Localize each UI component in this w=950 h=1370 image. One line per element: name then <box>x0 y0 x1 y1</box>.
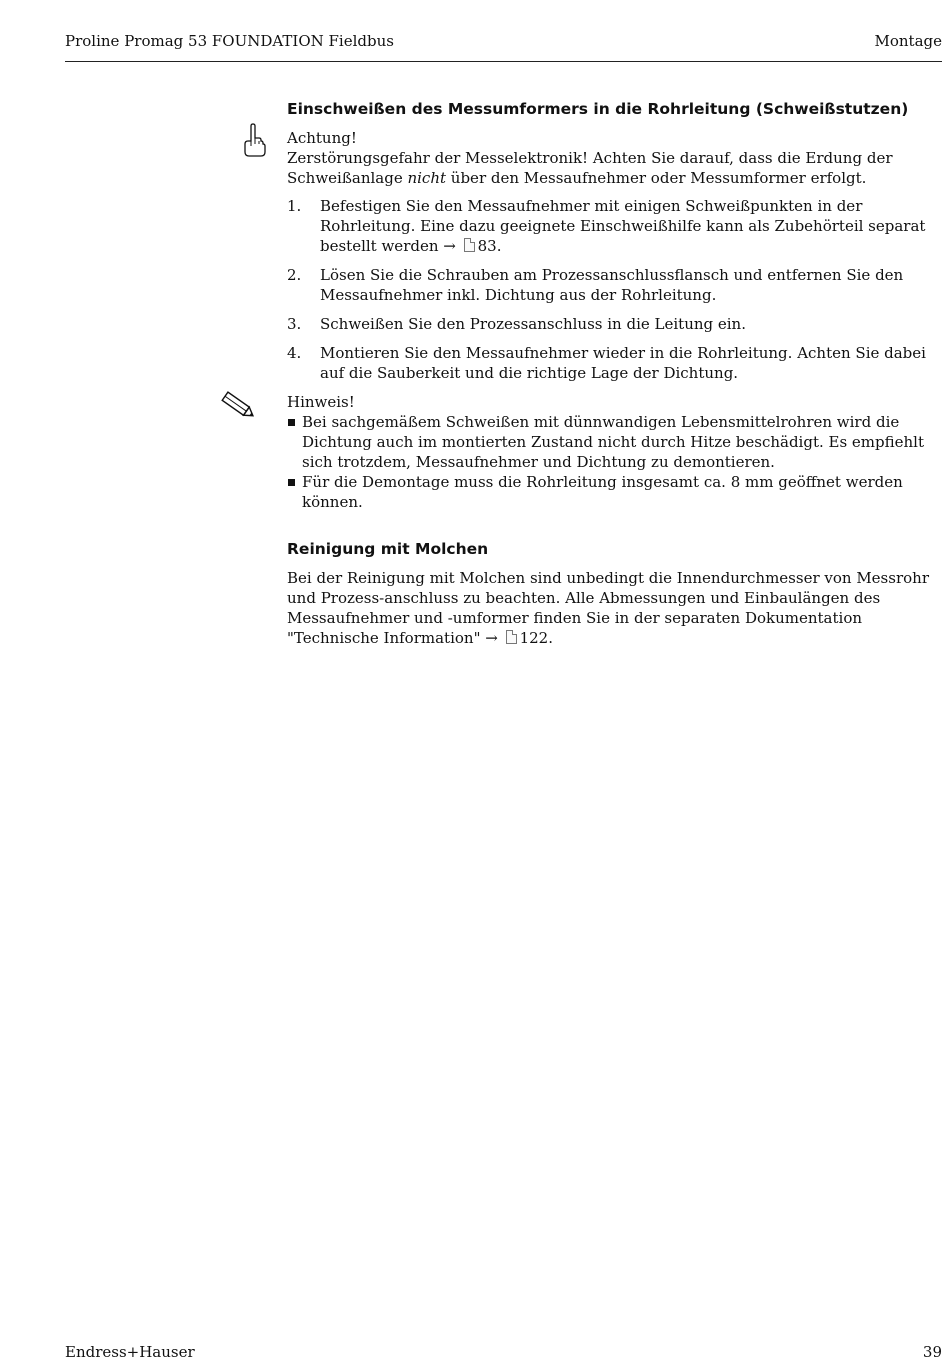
caution-text: Zerstörungsgefahr der Messelektronik! Achten Sie darauf, dass die Erdung der Schweißanlage nicht über den Messaufnehmer oder Messumformer erfolgt. <box>287 149 893 187</box>
list-item: 2. Lösen Sie die Schrauben am Prozessanschlussflansch und entfernen Sie den Messaufnehmer inkl. Dichtung aus der Rohrleitung. <box>287 266 904 304</box>
pigging-text: Bei der Reinigung mit Molchen sind unbedingt die Innendurchmesser von Messrohr und Prozess-anschluss zu beachten. Alle Abmessungen und Einbaulängen des Messaufnehmer und -umformer finden Sie in der separaten Dokumentation "Technische Information" → 122. <box>287 569 929 647</box>
main-content <box>287 98 942 648</box>
list-item: 1. Befestigen Sie den Messaufnehmer mit einigen Schweißpunkten in der Rohrleitung. Eine dazu geeignete Einschweißhilfe kann als Zubehörteil separat bestellt werden → 83. <box>287 197 926 255</box>
list-item: Für die Demontage muss die Rohrleitung insgesamt ca. 8 mm geöffnet werden können. <box>287 472 942 512</box>
caution-block <box>287 128 942 188</box>
list-item: Bei sachgemäßem Schweißen mit dünnwandigen Lebensmittelrohren wird die Dichtung auch im montierten Zustand nicht durch Hitze beschädigt. Es empfiehlt sich trotzdem, Messaufnehmer und Dichtung zu demontieren. <box>287 412 942 472</box>
section-title-welding: Einschweißen des Messumformers in die Rohrleitung (Schweißstutzen) <box>287 100 909 118</box>
page-number: 39 <box>922 1343 942 1361</box>
page-header <box>65 30 942 62</box>
section-title-pigging: Reinigung mit Molchen <box>287 540 489 558</box>
notes-list <box>287 412 942 512</box>
header-section: Montage <box>874 32 942 50</box>
footer-brand: Endress+Hauser <box>65 1343 195 1361</box>
caution-label: Achtung! <box>287 129 357 147</box>
list-item: 3. Schweißen Sie den Prozessanschluss in die Leitung ein. <box>287 315 746 333</box>
header-title: Proline Promag 53 FOUNDATION Fieldbus <box>65 32 394 50</box>
steps-list <box>287 196 942 383</box>
page-reference-icon <box>464 238 475 252</box>
note-block <box>287 392 942 512</box>
pencil-icon <box>219 390 259 422</box>
list-item: 4. Montieren Sie den Messaufnehmer wieder in die Rohrleitung. Achten Sie dabei auf die Sauberkeit und die richtige Lage der Dichtung. <box>287 344 926 382</box>
pointing-hand-icon <box>241 122 267 158</box>
note-label: Hinweis! <box>287 393 355 411</box>
page-reference-icon <box>506 630 517 644</box>
